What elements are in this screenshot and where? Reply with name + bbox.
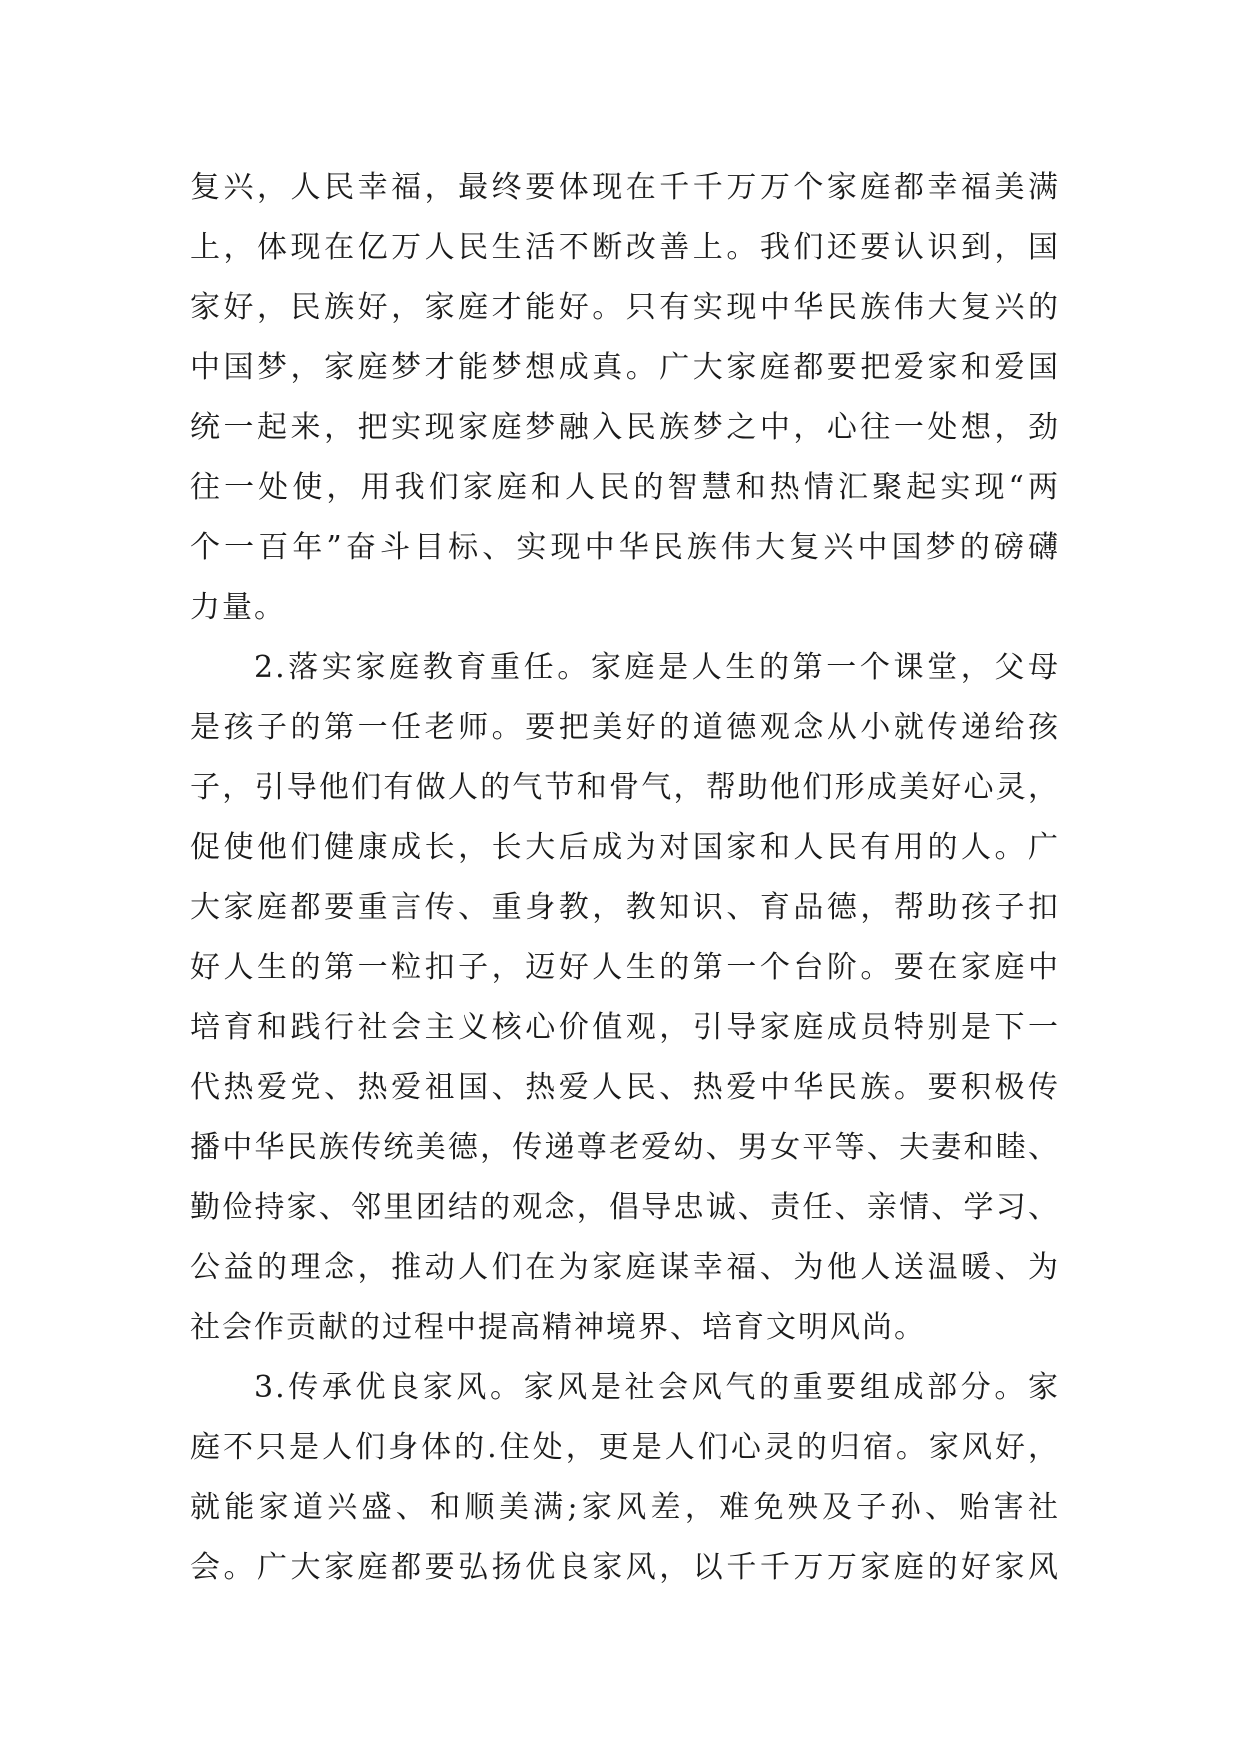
text-line: 大家庭都要重言传、重身教，教知识、育品德，帮助孩子扣 [190,890,1060,925]
text-line: 个一百年”奋斗目标、实现中华民族伟大复兴中国梦的磅礴 [190,530,1060,565]
text-line: 上，体现在亿万人民生活不断改善上。我们还要认识到，国 [190,230,1060,265]
text-line: 公益的理念，推动人们在为家庭谋幸福、为他人送温暖、为 [190,1250,1060,1285]
document-body [190,158,1060,1598]
text-line: 统一起来，把实现家庭梦融入民族梦之中，心往一处想，劲 [190,410,1060,445]
text-line: 社会作贡献的过程中提高精神境界、培育文明风尚。 [190,1310,926,1345]
text-line: 力量。 [190,590,286,625]
text-line: 往一处使，用我们家庭和人民的智慧和热情汇聚起实现“两 [190,470,1060,505]
text-line: 就能家道兴盛、和顺美满;家风差，难免殃及子孙、贻害社 [190,1490,1060,1525]
text-line: 促使他们健康成长，长大后成为对国家和人民有用的人。广 [190,830,1060,865]
section-heading-line: 2.落实家庭教育重任。家庭是人生的第一个课堂，父母 [254,650,1060,685]
text-line: 代热爱党、热爱祖国、热爱人民、热爱中华民族。要积极传 [190,1070,1060,1105]
text-line: 复兴，人民幸福，最终要体现在千千万万个家庭都幸福美满 [190,170,1060,205]
section-heading-line: 3.传承优良家风。家风是社会风气的重要组成部分。家 [254,1370,1060,1405]
text-line: 家好，民族好，家庭才能好。只有实现中华民族伟大复兴的 [190,290,1060,325]
text-line: 中国梦，家庭梦才能梦想成真。广大家庭都要把爱家和爱国 [190,350,1060,385]
text-line: 好人生的第一粒扣子，迈好人生的第一个台阶。要在家庭中 [190,950,1060,985]
text-line: 勤俭持家、邻里团结的观念，倡导忠诚、责任、亲情、学习、 [190,1190,1060,1225]
text-line: 庭不只是人们身体的.住处，更是人们心灵的归宿。家风好， [190,1430,1060,1465]
text-line: 培育和践行社会主义核心价值观，引导家庭成员特别是下一 [190,1010,1060,1045]
text-line: 子，引导他们有做人的气节和骨气，帮助他们形成美好心灵， [190,770,1060,805]
text-line: 是孩子的第一任老师。要把美好的道德观念从小就传递给孩 [190,710,1060,745]
text-line: 播中华民族传统美德，传递尊老爱幼、男女平等、夫妻和睦、 [190,1130,1060,1165]
text-line: 会。广大家庭都要弘扬优良家风，以千千万万家庭的好家风 [190,1550,1060,1585]
